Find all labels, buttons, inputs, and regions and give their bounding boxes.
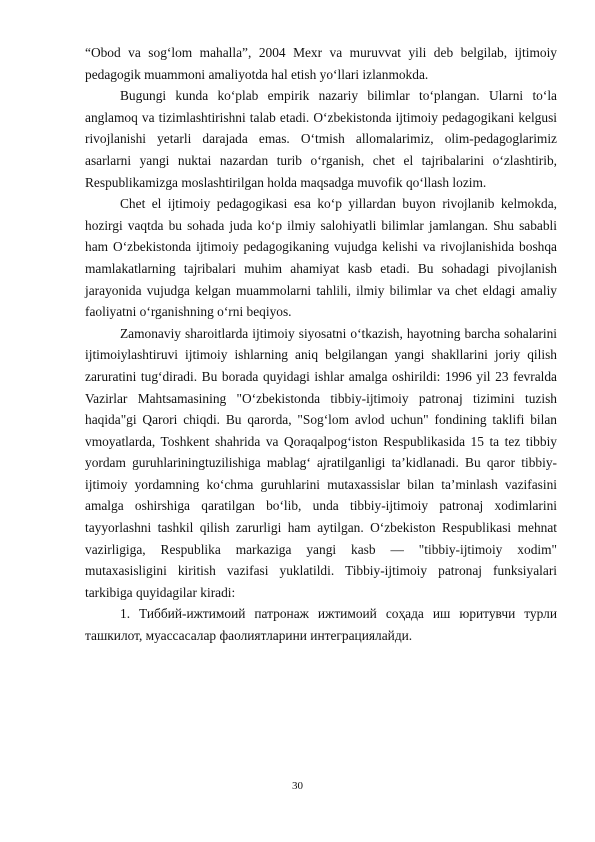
paragraph: “Obod va sog‘lom mahalla”, 2004 Mexr va muruvvat yili deb belgilab, ijtimoiy pedagogik muammoni amaliyotda hal etish yo‘llari izlanmokda. bbox=[85, 45, 557, 82]
paragraph: Bugungi kunda ko‘plab empirik nazariy bilimlar to‘plangan. Ularni to‘la anglamoq va tizimlashtirishni talab etadi. O‘zbekistonda ijtimoiy pedagogikani kelgusi rivojlanishi yetarli darajada emas. O‘tmish allomalarimiz, olim-pedagoglarimiz asarlarni yangi nuktai nazardan turib o‘rganish, chet el tajribalarini o‘zlashtirib, Respublikamizga moslashtirilgan holda maqsadga muvofik qo‘llash lozim. bbox=[85, 88, 557, 190]
paragraph: Zamonaviy sharoitlarda ijtimoiy siyosatni o‘tkazish, hayotning barcha sohalarini ijtimoiylashtiruvi ijtimoiy ishlarning aniq belgilangan yangi shakllarini joriy qilish zaruratini tug‘diradi. Bu borada quyidagi ishlar amalga oshirildi: 1996 yil 23 fevralda Vazirlar Mahtsamasining "O‘zbekistonda tibbiy-ijtimoiy patronaj tizimini tuzish haqida"gi Qarori chiqdi. Bu qarorda, "Sog‘lom avlod uchun" fondining taklifi bilan vmoyatlarda, Toshkent shahrida va Qoraqalpog‘iston Respublikasida 15 ta tez tibbiy yordam guruhlariningtuzilishiga mablag‘ ajratilganligi ta’kidlanadi. Bu qaror tibbiy-ijtimoiy yordamning ko‘chma guruhlarini mutaxassislar bilan ta’minlash vazifasini amalga oshirshiga qaratilgan bo‘lib, unda tibbiy-ijtimoiy patronaj xodimlarini tayyorlashni tashkil qilish zarurligi ham aytilgan. O‘zbekiston Respublikasi mehnat vazirligiga, Respublika markaziga yangi kasb — "tibbiy-ijtimoiy xodim" mutaxasisligini kiritish vazifasi yuklatildi. Tibbiy-ijtimoiy patronaj funksiyalari tarkibiga quyidagilar kiradi: bbox=[85, 325, 557, 600]
paragraph: 1. Тиббий-ижтимоий патронаж ижтимоий соҳада иш юритувчи турли ташкилот, муассасалар фаолиятларини интеграциялайди. bbox=[85, 606, 557, 644]
document-body bbox=[85, 42, 557, 647]
page-number: 30 bbox=[292, 780, 303, 792]
paragraph: Chet el ijtimoiy pedagogikasi esa ko‘p yillardan buyon rivojlanib kelmokda, hozirgi vaqtda bu sohada juda ko‘p ilmiy salohiyatli bilimlar jamlangan. Shu sababli ham O‘zbekistonda ijtimoiy pedagogikaning vujudga kelishi va rivojlanishida boshqa mamlakatlarning tajribalari muhim ahamiyat kasb etadi. Bu sohadagi pivojlanish jarayonida vujudga kelgan muammolarni tahlili, ilmiy bilimlar va chet eldagi amaliy faoliyatni o‘rganishning o‘rni beqiyos. bbox=[85, 196, 557, 320]
